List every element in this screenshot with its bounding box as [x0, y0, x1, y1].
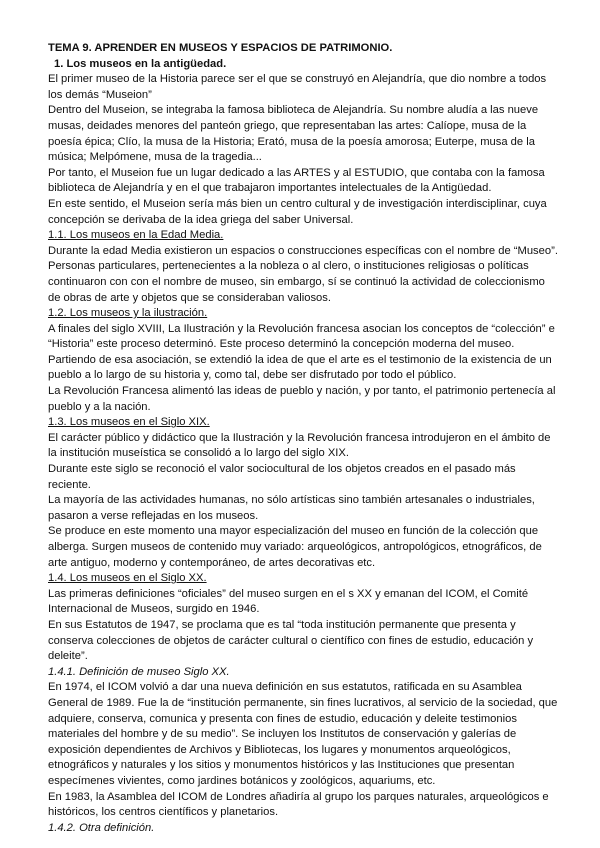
paragraph: La mayoría de las actividades humanas, no sólo artísticas sino también artesanales o industriales, pasaron a verse reflejadas en los museos.	[48, 494, 535, 522]
paragraph: Dentro del Museion, se integraba la famosa biblioteca de Alejandría. Su nombre aludía a las nueve musas, deidades menores del panteón griego, que representaban las artes: Calíope, musa de la poesía épica; Clío, la musa de la Historia; Erató, musa de la poesía amorosa; Euterpe, musa de la música; Melpómene, musa de la tragedia...	[48, 104, 539, 164]
section-heading-1-4-1: 1.4.1. Definición de museo Siglo XX.	[48, 665, 230, 678]
paragraph: En sus Estatutos de 1947, se proclama que es tal “toda institución permanente que presenta y conserva colecciones de objetos de carácter cultural o científico con fines de estudio, educación y deleite”.	[48, 618, 534, 663]
section-heading-1-4: 1.4. Los museos en el Siglo XX.	[48, 572, 207, 585]
paragraph: En este sentido, el Museion sería más bien un centro cultural y de investigación interdisciplinar, cuya concepción se derivaba de la idea griega del saber Universal.	[48, 197, 547, 226]
section-heading-1-2: 1.2. Los museos y la ilustración.	[48, 307, 208, 320]
paragraph: Durante la edad Media existieron un espacios o construcciones específicas con el nombre de “Museo”. Personas particulares, pertenecientes a la nobleza o al clero, o instituciones religiosas o políticas continuaron con con el nombre de museo, sin embargo, sí se continuó la actividad de coleccionismo de obras de arte y objetos que se consideraban valiosos.	[48, 244, 558, 304]
document-title: TEMA 9. APRENDER EN MUSEOS Y ESPACIOS DE PATRIMONIO.	[48, 42, 393, 54]
document-body	[48, 41, 560, 836]
section-heading-1-3: 1.3. Los museos en el Siglo XIX.	[48, 416, 210, 429]
section-heading-1: 1. Los museos en la antigüedad.	[54, 57, 227, 70]
section-heading-1-1: 1.1. Los museos en la Edad Media.	[48, 229, 224, 242]
paragraph: El carácter público y didáctico que la Ilustración y la Revolución francesa introdujeron en el ámbito de la institución museística se consolidó a lo largo del siglo XIX.	[48, 431, 551, 460]
paragraph: Se produce en este momento una mayor especialización del museo en función de la colección que alberga. Surgen museos de contenido muy variado: arqueológicos, antropológicos, etnográficos, de arte antiguo, moderno y contemporáneo, de artes decorativas etc.	[48, 525, 542, 569]
paragraph: Las primeras definiciones “oficiales” del museo surgen en el s XX y emanan del ICOM, el Comité Internacional de Museos, surgido en 1946.	[48, 587, 529, 616]
paragraph: A finales del siglo XVIII, La Ilustración y la Revolución francesa asocian los conceptos de “colección” e “Historia” este proceso determinó. Este proceso determinó la concepción moderna del museo.	[48, 322, 555, 351]
paragraph: Por tanto, el Museion fue un lugar dedicado a las ARTES y al ESTUDIO, que contaba con la famosa biblioteca de Alejandría y en el que trabajaron importantes intelectuales de la Antigüedad.	[48, 166, 545, 195]
section-heading-1-4-2: 1.4.2. Otra definición.	[48, 821, 155, 834]
paragraph: En 1974, el ICOM volvió a dar una nueva definición en sus estatutos, ratificada en su Asamblea General de 1989. Fue la de “institución permanente, sin fines lucrativos, al servicio de la sociedad, que adquiere, conserva, comunica y presenta con fines de estudio, educación y deleite testimonios materiales del hombre y de su medio”. Se incluyen los Institutos de conservación y galerías de exposición dependientes de Archivos y Bibliotecas, los lugares y monumentos arqueológicos, etnográficos y naturales y los sitios y monumentos históricos y las Instituciones que presentan especímenes vivientes, como jardines botánicos y zoológicos, aquariums, etc.	[48, 681, 558, 787]
paragraph: Durante este siglo se reconoció el valor sociocultural de los objetos creados en el pasado más reciente.	[48, 463, 516, 491]
paragraph: Partiendo de esa asociación, se extendió la idea de que el arte es el testimonio de la existencia de un pueblo a lo largo de su historia y, como tal, debe ser disfrutado por todo el público.	[48, 353, 552, 382]
paragraph: El primer museo de la Historia parece ser el que se construyó en Alejandría, que dio nombre a todos los demás “Museion”	[48, 73, 547, 101]
paragraph: La Revolución Francesa alimentó las ideas de pueblo y nación, y por tanto, el patrimonio pertenecía al pueblo y a la nación.	[48, 385, 556, 413]
paragraph: En 1983, la Asamblea del ICOM de Londres añadiría al grupo los parques naturales, arqueológicos e históricos, los centros científicos y planetarios.	[48, 790, 549, 819]
